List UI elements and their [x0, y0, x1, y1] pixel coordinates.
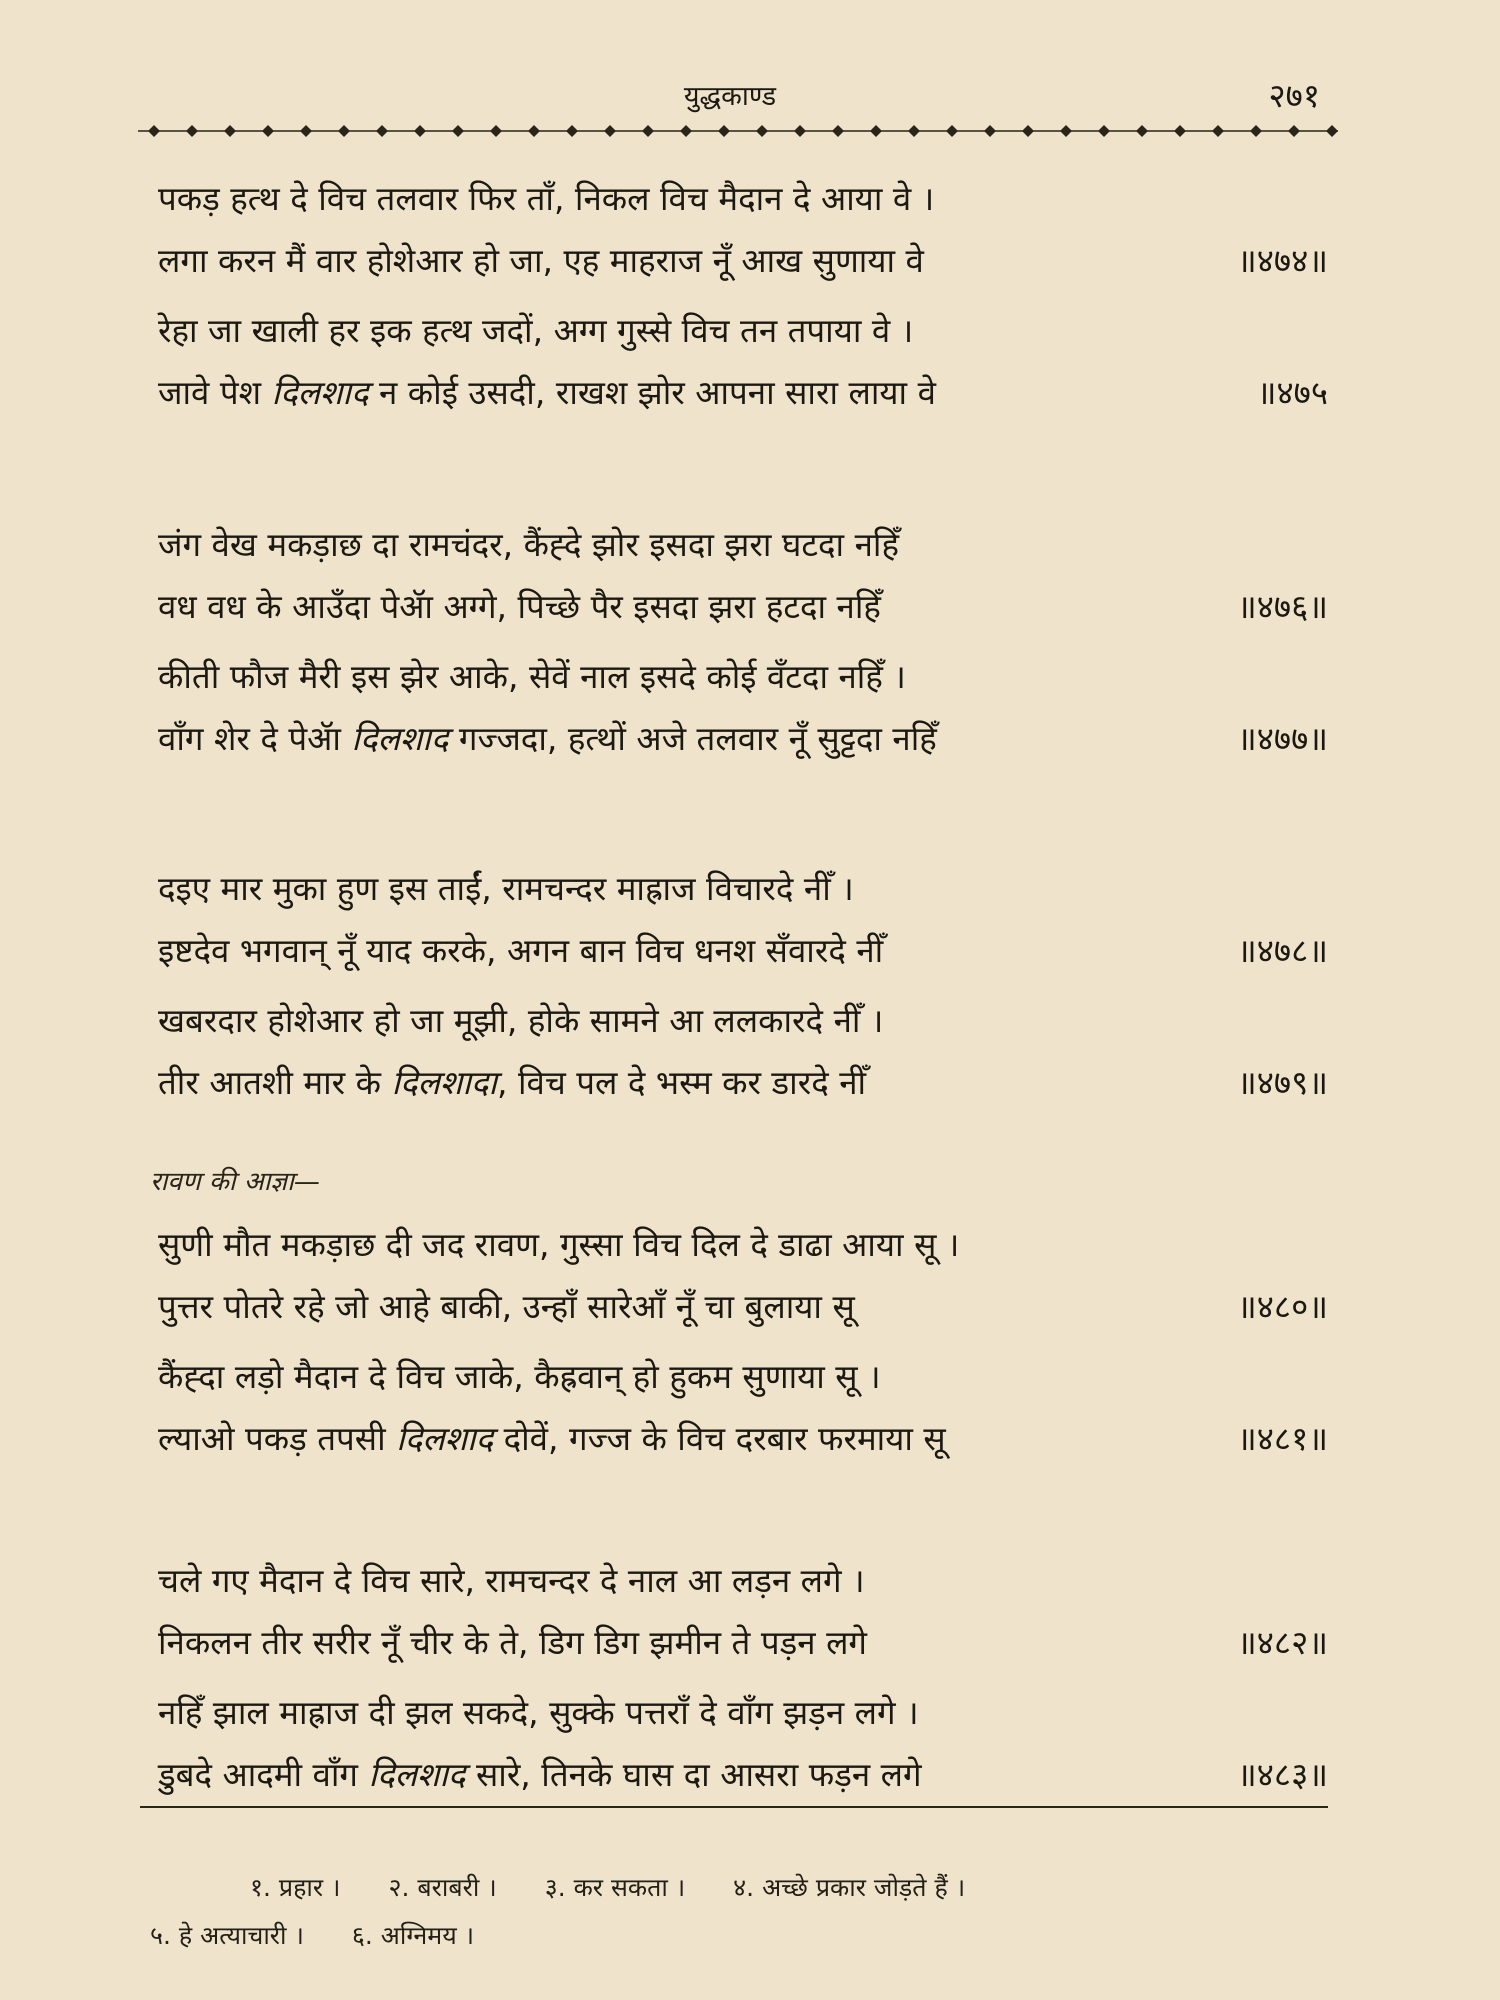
verse-text: जावे पेश	[158, 373, 272, 412]
verse-line	[158, 1754, 1328, 1796]
verse-line	[158, 868, 1328, 910]
verse-text: दइए मार मुका हुण इस ताईं, रामचन्दर माह्राज विचारदे नीँ ।	[158, 869, 854, 908]
ornament-diamond	[1326, 125, 1338, 137]
verse-line	[158, 1356, 1328, 1398]
ornament-diamond	[490, 125, 502, 137]
ornament-diamond	[338, 125, 350, 137]
verse-line	[158, 1418, 1328, 1460]
verse-text: लगा करन मैं वार होशेआर हो जा, एह माहराज नूँ आख सुणाया वे	[158, 241, 924, 280]
verse-text: गज्जदा, हत्थों अजे तलवार नूँ सुट्टदा नहिँ	[448, 719, 937, 758]
ornament-diamond	[832, 125, 844, 137]
ornament-diamond	[756, 125, 768, 137]
verse-text: वाँग शेर दे पेॲा	[158, 719, 352, 758]
ornament-diamond	[1212, 125, 1224, 137]
verse-text: रेहा जा खाली हर इक हत्थ जदों, अग्ग गुस्से विच तन तपाया वे ।	[158, 311, 914, 350]
verse-line	[158, 1062, 1328, 1104]
ornament-diamond	[452, 125, 464, 137]
verse-text: खबरदार होशेआर हो जा मूझी, होके सामने आ ललकारदे नीँ ।	[158, 1001, 884, 1040]
verse-number: ॥४८०॥	[1236, 1287, 1328, 1326]
verse-text: डुबदे आदमी वाँग	[158, 1755, 369, 1794]
verse-text: जंग वेख मकड़ाछ दा रामचंदर, कैंह्दे झोर इसदा झरा घटदा नहिँ	[158, 525, 899, 564]
verse-number: ॥४७४॥	[1236, 241, 1328, 280]
verse-number: ॥४७६॥	[1236, 587, 1328, 626]
ornament-diamond	[984, 125, 996, 137]
pen-name-italic: दिलशाद	[351, 719, 449, 758]
verse-number: ॥४७८॥	[1236, 931, 1328, 970]
verse-line	[158, 1692, 1328, 1734]
pen-name-italic: दिलशाद	[368, 1755, 466, 1794]
footnote-rule	[140, 1806, 1328, 1808]
footnote: ३. कर सकता ।	[544, 1873, 686, 1902]
verse-line	[158, 1224, 1328, 1266]
verse-text: कैंह्दा लड़ो मैदान दे विच जाके, कैह्रवान् हो हुकम सुणाया सू ।	[158, 1357, 881, 1396]
ornament-diamond	[680, 125, 692, 137]
ornament-diamond	[186, 125, 198, 137]
ornament-diamond	[1022, 125, 1034, 137]
verse-text: तीर आतशी मार के	[158, 1063, 392, 1102]
verse-line	[158, 656, 1328, 698]
ornament-diamond	[718, 125, 730, 137]
ornament-diamond	[604, 125, 616, 137]
verse-number: ॥४८१॥	[1236, 1419, 1328, 1458]
footnote: ४. अच्छे प्रकार जोड़ते हैं ।	[733, 1873, 966, 1902]
footnote: ६. अग्निमय ।	[351, 1921, 475, 1950]
ornamental-divider	[138, 120, 1338, 142]
page-header	[140, 70, 1320, 120]
verse-text: निकलन तीर सरीर नूँ चीर के ते, डिग डिग झमीन ते पड़न लगे	[158, 1623, 868, 1662]
ornament-diamond	[1288, 125, 1300, 137]
verse-line	[158, 1000, 1328, 1042]
verse-line	[158, 586, 1328, 628]
verse-line	[158, 178, 1328, 220]
ornament-diamond	[148, 125, 160, 137]
footnote: २. बराबरी ।	[388, 1873, 497, 1902]
page-number: २७१	[1268, 76, 1320, 115]
ornament-diamond	[414, 125, 426, 137]
ornament-diamond	[224, 125, 236, 137]
section-heading: रावण की आज्ञा—	[150, 1167, 320, 1197]
ornament-diamond	[870, 125, 882, 137]
ornament-diamond	[1098, 125, 1110, 137]
pen-name-italic: दिलशाद	[396, 1419, 494, 1458]
verse-line	[158, 524, 1328, 566]
verse-text: इष्टदेव भगवान् नूँ याद करके, अगन बान विच धनश सँवारदे नीँ	[158, 931, 884, 970]
ornament-diamond	[300, 125, 312, 137]
footnote: ५. हे अत्याचारी ।	[150, 1921, 304, 1950]
ornament-diamond	[794, 125, 806, 137]
footnotes-row-2	[150, 1918, 514, 1952]
verse-text: सारे, तिनके घास दा आसरा फड़न लगे	[465, 1755, 922, 1794]
ornament-diamond	[262, 125, 274, 137]
verse-number: ॥४७९॥	[1236, 1063, 1328, 1102]
ornament-diamond	[642, 125, 654, 137]
running-title: युद्धकाण्ड	[683, 81, 777, 112]
verse-line	[158, 1622, 1328, 1664]
footnotes-row-1	[250, 1870, 1005, 1904]
verse-text: , विच पल दे भस्म कर डारदे नीँ	[496, 1063, 867, 1102]
verse-number: ॥४८२॥	[1236, 1623, 1328, 1662]
verse-number: ॥४८३॥	[1236, 1755, 1328, 1794]
ornament-diamond	[1174, 125, 1186, 137]
verse-text: चले गए मैदान दे विच सारे, रामचन्दर दे नाल आ लड़न लगे ।	[158, 1561, 865, 1600]
verse-text: न कोई उसदी, राखश झोर आपना सारा लाया वे	[368, 373, 936, 412]
verse-text: दोवें, गज्ज के विच दरबार फरमाया सू	[493, 1419, 946, 1458]
footnote: १. प्रहार ।	[250, 1873, 341, 1902]
ornament-diamond	[528, 125, 540, 137]
verse-line	[158, 1560, 1328, 1602]
pen-name-italic: दिलशादा	[391, 1063, 497, 1102]
verse-number: ॥४७७॥	[1236, 719, 1328, 758]
ornament-diamond	[566, 125, 578, 137]
ornament-diamond	[376, 125, 388, 137]
verse-line	[158, 310, 1328, 352]
ornament-diamond	[1136, 125, 1148, 137]
verse-line	[158, 718, 1328, 760]
verse-line	[158, 240, 1328, 282]
verse-text: ल्याओ पकड़ तपसी	[158, 1419, 397, 1458]
ornament-diamond	[1060, 125, 1072, 137]
pen-name-italic: दिलशाद	[271, 373, 369, 412]
verse-line	[158, 372, 1328, 414]
verse-text: पुत्तर पोतरे रहे जो आहे बाकी, उन्हाँ सारेआँ नूँ चा बुलाया सू	[158, 1287, 855, 1326]
verse-text: नहिँ झाल माह्राज दी झल सकदे, सुक्के पत्तराँ दे वाँग झड़न लगे ।	[158, 1693, 919, 1732]
verse-text: पकड़ हत्थ दे विच तलवार फिर ताँ, निकल विच मैदान दे आया वे ।	[158, 179, 935, 218]
verse-text: वध वध के आउँदा पेॲा अग्गे, पिच्छे पैर इसदा झरा हटदा नहिँ	[158, 587, 881, 626]
ornament-diamond	[908, 125, 920, 137]
ornament-diamond	[1250, 125, 1262, 137]
ornament-diamond	[946, 125, 958, 137]
verse-line	[158, 1286, 1328, 1328]
verse-text: सुणी मौत मकड़ाछ दी जद रावण, गुस्सा विच दिल दे डाढा आया सू ।	[158, 1225, 960, 1264]
verse-line	[158, 930, 1328, 972]
verse-text: कीती फौज मैरी इस झेर आके, सेवें नाल इसदे कोई वँटदा नहिँ ।	[158, 657, 906, 696]
verse-number: ॥४७५	[1256, 373, 1328, 412]
